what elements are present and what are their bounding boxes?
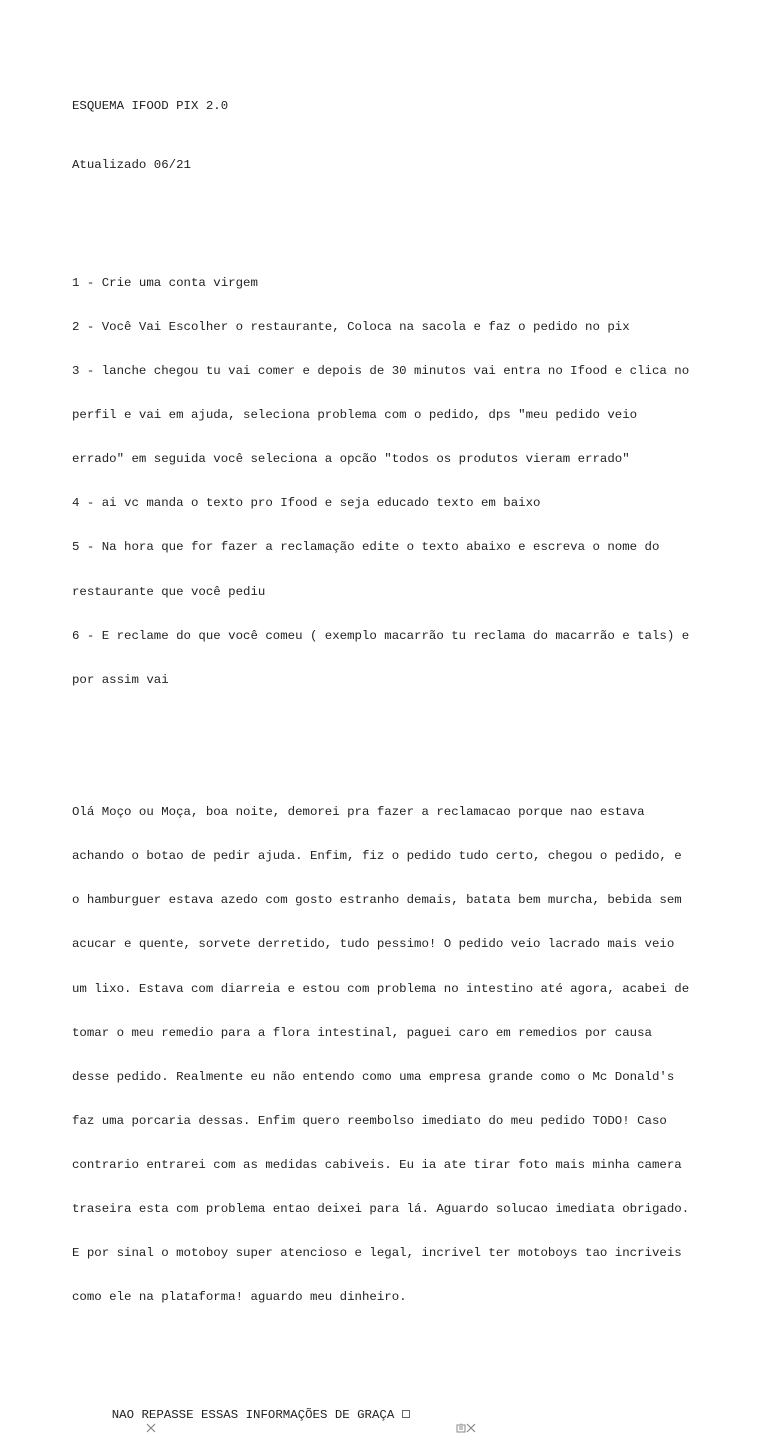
step-line: restaurante que você pediu: [72, 584, 266, 599]
x-mark-icon: [422, 1409, 432, 1419]
message-line: desse pedido. Realmente eu não entendo como uma empresa grande como o Mc Donald's: [72, 1069, 675, 1084]
step-line: perfil e vai em ajuda, seleciona problema com o pedido, dps "meu pedido veio: [72, 408, 638, 423]
step-line: 5 - Na hora que for fazer a reclamação edite o texto abaixo e escreva o nome do: [72, 540, 660, 555]
message-line: traseira esta com problema entao deixei para lá. Aguardo solucao imediata obrigado.: [72, 1202, 690, 1217]
pager-icon: [412, 1409, 422, 1419]
step-line: 2 - Você Vai Escolher o restaurante, Coloca na sacola e faz o pedido no pix: [72, 319, 630, 334]
step-line: 1 - Crie uma conta virgem: [72, 275, 258, 290]
message-line: um lixo. Estava com diarreia e estou com problema no intestino até agora, acabei de: [72, 981, 690, 996]
message-line: tomar o meu remedio para a flora intestinal, paguei caro em remedios por causa: [72, 1025, 652, 1040]
step-line: errado" em seguida você seleciona a opcão "todos os produtos vieram errado": [72, 452, 630, 467]
document-page: [72, 70, 712, 1452]
message-line: achando o botao de pedir ajuda. Enfim, fiz o pedido tudo certo, chegou o pedido, e: [72, 849, 682, 864]
message-line: faz uma porcaria dessas. Enfim quero reembolso imediato do meu pedido TODO! Caso: [72, 1113, 667, 1128]
message-line: o hamburguer estava azedo com gosto estranho demais, batata bem murcha, bebida sem: [72, 893, 682, 908]
message-line: E por sinal o motoboy super atencioso e legal, incrivel ter motoboys tao incriveis: [72, 1246, 682, 1261]
warning-text: NAO REPASSE ESSAS INFORMAÇÕES DE GRAÇA: [111, 1407, 395, 1422]
warning-line: [72, 1393, 712, 1437]
steps-list: [72, 246, 712, 717]
step-line: 4 - ai vc manda o texto pro Ifood e seja educado texto em baixo: [72, 496, 541, 511]
box-icon: [402, 1410, 410, 1418]
step-line: por assim vai: [72, 672, 169, 687]
message-line: contrario entrarei com as medidas cabiveis. Eu ia ate tirar foto mais minha camera: [72, 1157, 682, 1172]
message-line: Olá Moço ou Moça, boa noite, demorei pra fazer a reclamacao porque nao estava: [72, 805, 645, 820]
step-line: 6 - E reclame do que você comeu ( exemplo macarrão tu reclama do macarrão e tals) e: [72, 628, 690, 643]
document-title: ESQUEMA IFOOD PIX 2.0: [72, 99, 229, 114]
message-line: como ele na plataforma! aguardo meu dinheiro.: [72, 1290, 407, 1305]
x-mark-icon: [102, 1409, 112, 1419]
complaint-message: [72, 776, 712, 1335]
updated-date: Atualizado 06/21: [72, 158, 191, 173]
message-line: acucar e quente, sorvete derretido, tudo pessimo! O pedido veio lacrado mais veio: [72, 937, 675, 952]
step-line: 3 - lanche chegou tu vai comer e depois de 30 minutos vai entra no Ifood e clica no: [72, 364, 690, 379]
